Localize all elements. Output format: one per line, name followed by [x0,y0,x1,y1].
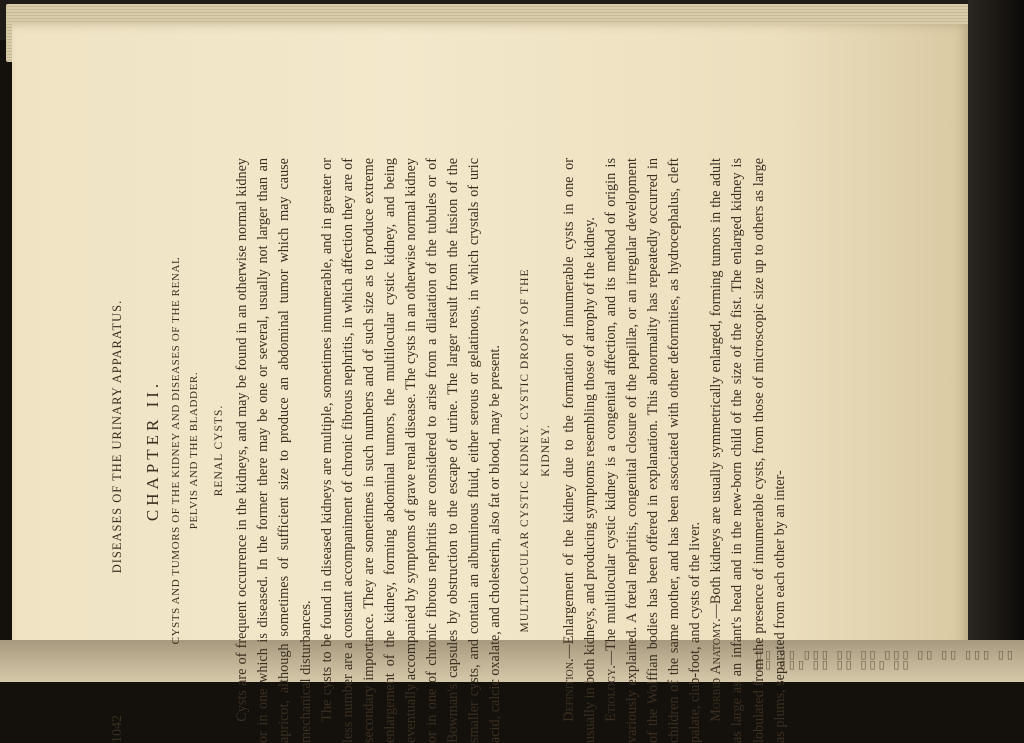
chapter-subtitle [167,158,203,743]
etiology-label: Etiology. [602,665,619,722]
paragraph-etiology [601,158,706,743]
running-title: DISEASES OF THE URINARY APPARATUS. [110,299,124,574]
section-heading-multilocular [515,158,557,743]
anatomy-text: —Both kidneys are usually symmetrically enlarged, forming tumors in the adult as large as an infant's head and in the new-born child of the size of the fist. The enlarged kidney is lobulated from the presence of innumerable cysts, from those of microscopic size up to others as large as plums, separated from each other by an inter- [708,158,788,743]
anatomy-label: Morbid Anatomy. [708,618,725,722]
paragraph-cysts-diseased: The cysts to be found in diseased kidneys are multiple, sometimes innumerable, and in greater or less number are a constant accompaniment of chronic fibrous nephritis, in which affection they are of secondary importance. They are sometimes in such numbers and of such size as to produce extreme enlargement of the kidney, forming abdominal tumors, the multilocular cystic kidney, and being eventually accompanied by symptoms of grave renal disease. The cysts in an otherwise normal kidney or in one of chronic fibrous nephritis are considered to arise from a dilatation of the tubules or of Bowman's capsules by obstruction to the escape of urine. The larger result from the fusion of the smaller cysts, and contain an albuminous fluid, either serous or gelatinous, in which crystals of uric acid, calcic oxalate, and cholesterin, also fat or blood, may be present. [318,158,504,743]
facing-page-text-fragments: ▯▯ ▯▯ ▯▯▯ ▯▯ ▯▯ ▯▯▯ ▯▯ ▯▯ ▯▯▯ ▯▯ ▯▯ ▯▯▯ ▯▯ ▯▯ ▯▯▯ ▯▯ [756,650,1016,671]
chapter-title: CHAPTER II. [143,379,163,522]
paragraph-definition [559,158,601,743]
section-heading-line-2: KIDNEY. [539,424,552,477]
etiology-text: —The multilocular cystic kidney is a congenital affection, and its method of origin is variously explained. A fœtal nephritis, congenital closure of the papillæ, or an irregular development of the Wolffian bodies has been offered in explanation. This abnormality has repeatedly occurred in children of the same mother, and has been associated with other deformities, as hydrocephalus, cleft palate, club-foot, and cysts of the liver. [602,158,704,743]
chapter-subtitle-line-1: CYSTS AND TUMORS OF THE KIDNEY AND DISEASES OF THE RENAL [170,256,183,645]
paragraph-morbid-anatomy [706,158,790,743]
running-header [107,158,128,743]
definition-label: Definition. [560,658,577,722]
definition-text: —Enlargement of the kidney due to the formation of innumerable cysts in one or usually in both kidneys, and producing symptoms resembling those of atrophy of the kidney. [560,158,598,743]
page-number: 1042 [110,715,125,743]
paragraph-cysts-intro: Cysts are of frequent occurrence in the kidneys, and may be found in an otherwise normal kidney or in one which is diseased. In the former there may be one or several, usually not larger than an apricot, although sometimes of sufficient size to produce an abdominal tumor which may cause mechanical disturbances. [234,158,314,743]
section-heading-renal-cysts: RENAL CYSTS. [213,404,226,497]
section-heading-line-1: MULTILOCULAR CYSTIC KIDNEY. CYSTIC DROPSY OF THE [518,268,531,633]
chapter-subtitle-line-2: PELVIS AND THE BLADDER. [188,371,201,530]
rotated-page-text [107,158,788,743]
background-right [968,0,1024,640]
